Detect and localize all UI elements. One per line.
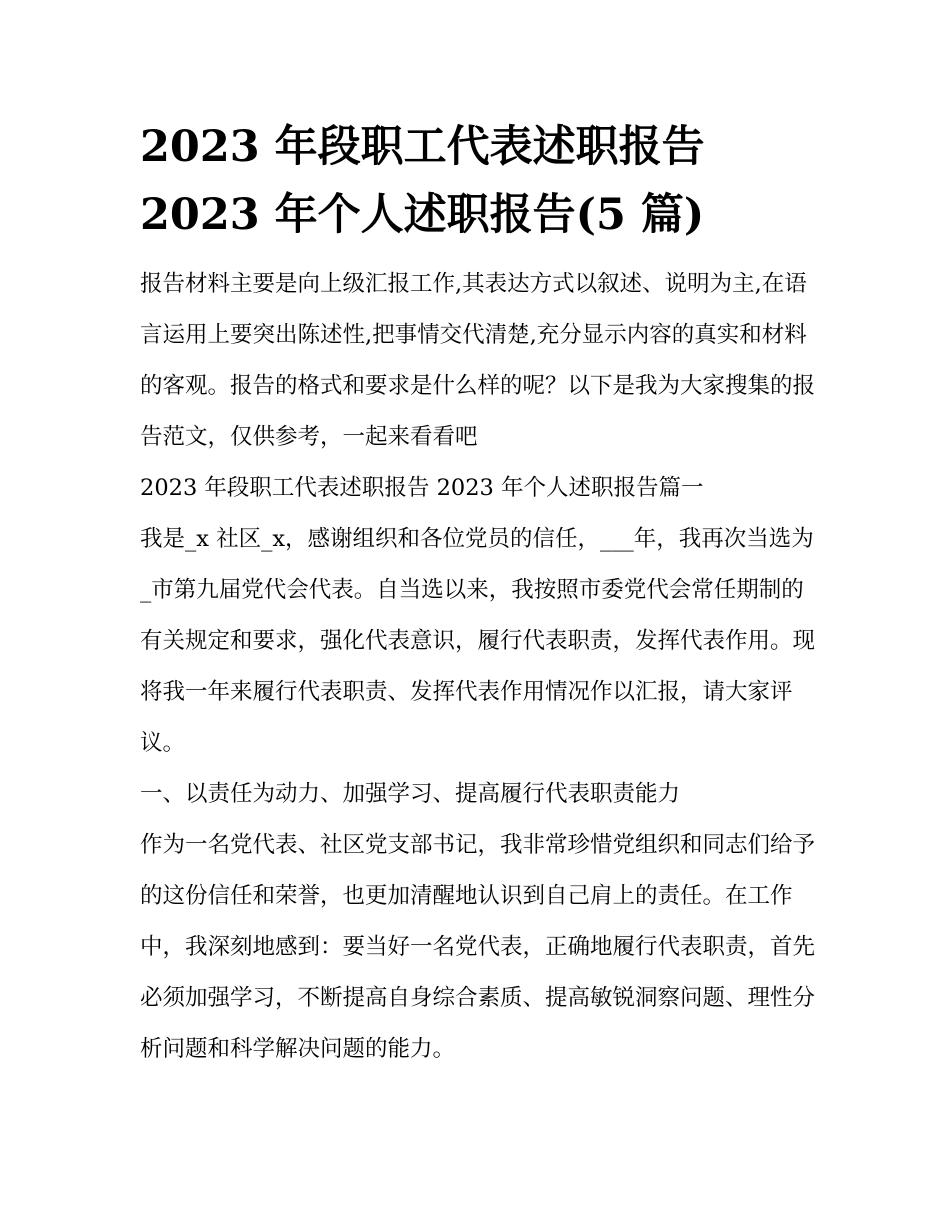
body-paragraph: 作为一名党代表、社区党支部书记，我非常珍惜党组织和同志们给予的这份信任和荣誉，也更加清醒地认识到自己肩上的责任。在工作中，我深刻地感到：要当好一名党代表，正确地履行代表职责，首先必须加强学习，不断提高自身综合素质、提高敏锐洞察问题、理性分析问题和科学解决问题的能力。	[140, 832, 816, 1062]
subsection-heading: 一、以责任为动力、加强学习、提高履行代表职责能力	[140, 781, 681, 807]
title-line-1: 2023 年段职工代表述职报告	[140, 122, 705, 172]
body-paragraph: 我是_x 社区_x，感谢组织和各位党员的信任，___年，我再次当选为_市第九届党代会代表。自当选以来，我按照市委党代会常任期制的有关规定和要求，强化代表意识，履行代表职责，发挥代表作用。现将我一年来履行代表职责、发挥代表作用情况作以汇报，请大家评议。	[140, 526, 816, 756]
document-title	[140, 113, 820, 249]
intro-paragraph: 报告材料主要是向上级汇报工作,其表达方式以叙述、说明为主,在语言运用上要突出陈述性,把事情交代清楚,充分显示内容的真实和材料的客观。报告的格式和要求是什么样的呢？以下是我为大家搜集的报告范文，仅供参考，一起来看看吧	[140, 271, 816, 450]
title-line-2: 2023 年个人述职报告(5 篇)	[140, 190, 705, 240]
section-heading: 2023 年段职工代表述职报告 2023 年个人述职报告篇一	[140, 475, 704, 501]
document-body	[140, 259, 820, 1075]
document-page	[140, 113, 820, 1075]
